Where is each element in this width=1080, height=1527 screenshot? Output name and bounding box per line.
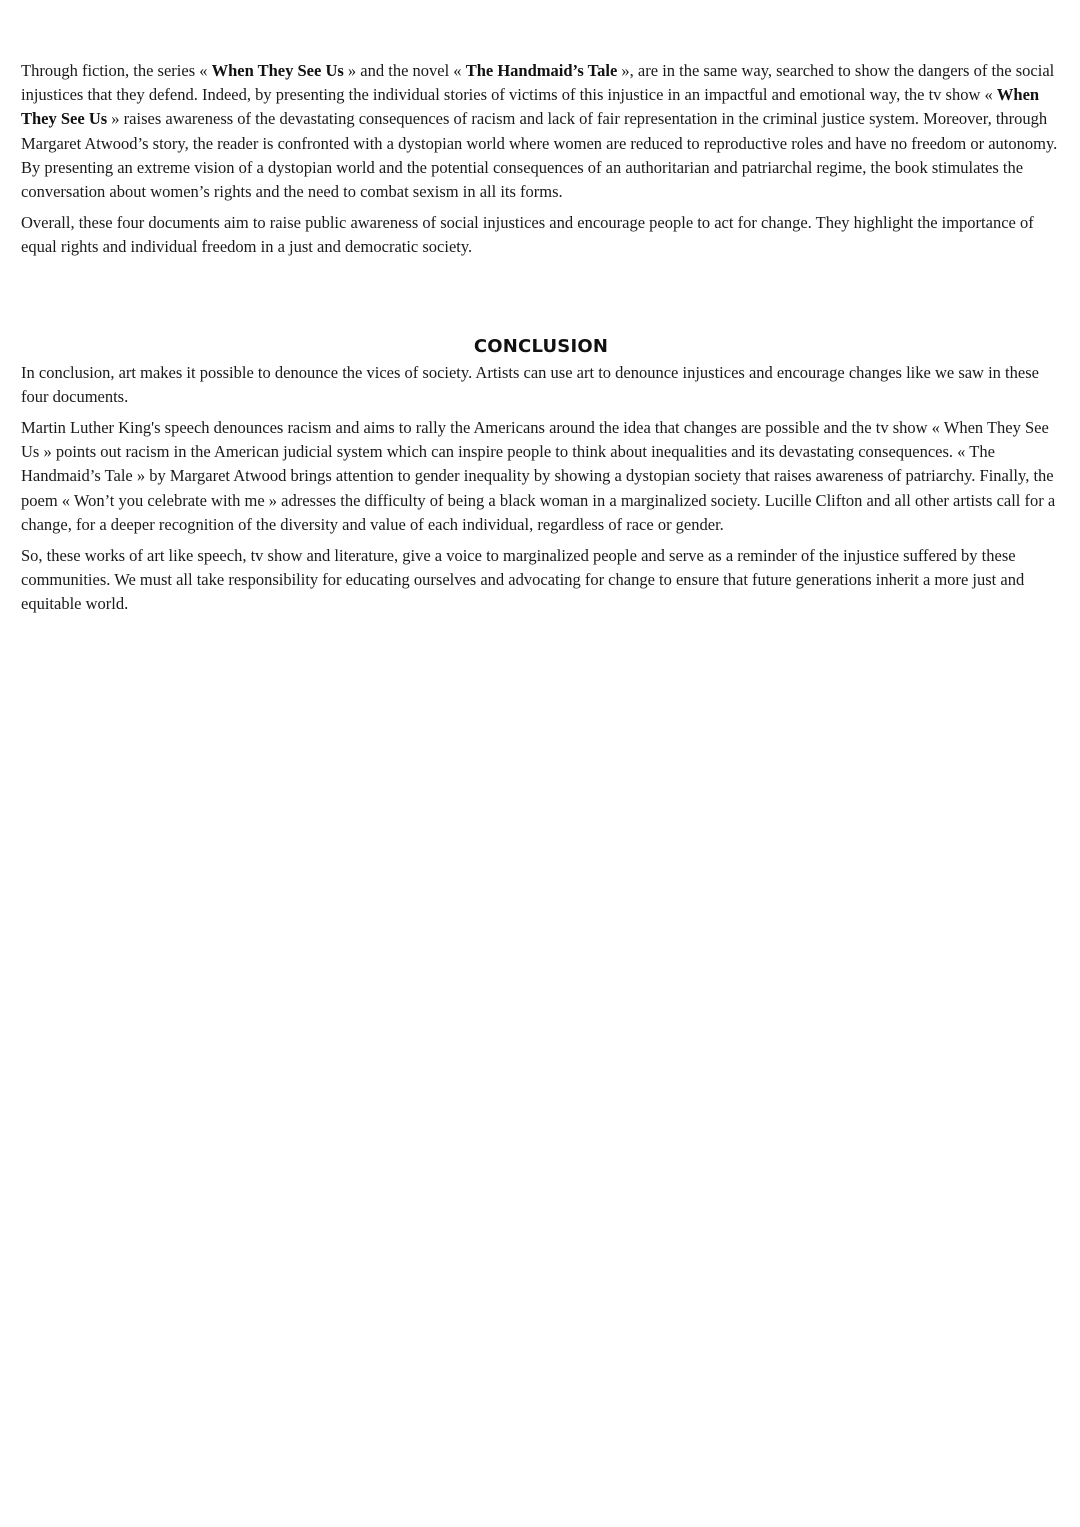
document-page [21,59,1061,624]
title-when-they-see-us: When They See Us [211,61,344,80]
title-when-they-see-us: When They See Us [21,85,1040,129]
paragraph-conclusion-final: So, these works of art like speech, tv show and literature, give a voice to marginalized people and serve as a reminder of the injustice suffered by these communities. We must all take responsibility for educating ourselves and advocating for change to ensure that future generations inherit a more just and equitable world. [21,546,1025,614]
text-segment: » raises awareness of the devastating consequences of racism and lack of fair representation in the criminal justice system. Moreover, through Margaret Atwood’s story, the reader is confronted with a dystopian world where women are reduced to reproductive roles and have no freedom or autonomy. By presenting an extreme vision of a dystopian world and the potential consequences of an authoritarian and patriarchal regime, the book stimulates the conversation about women’s rights and the need to combat sexism in all its forms. [21,109,1058,202]
paragraph-overall: Overall, these four documents aim to raise public awareness of social injustices and encourage people to act for change. They highlight the importance of equal rights and individual freedom in a just and democratic society. [21,213,1034,257]
text-segment: Through fiction, the series « [21,61,212,80]
paragraph-fiction-analysis [21,59,1061,204]
conclusion-heading: CONCLUSION [473,335,609,357]
text-segment: », are in the same way, searched to show the dangers of the social injustices that they defend. Indeed, by presenting the individual stories of victims of this injustice in an impactful and emotional way, the tv show « [21,61,1055,105]
paragraph-conclusion-works: Martin Luther King's speech denounces racism and aims to rally the Americans around the idea that changes are possible and the tv show « When They See Us » points out racism in the American judicial system which can inspire people to think about inequalities and its devastating consequences. « The Handmaid’s Tale » by Margaret Atwood brings attention to gender inequality by showing a dystopian society that raises awareness of patriarchy. Finally, the poem « Won’t you celebrate with me » adresses the difficulty of being a black woman in a marginalized society. Lucille Clifton and all other artists call for a change, for a deeper recognition of the diversity and value of each individual, regardless of race or gender. [21,418,1056,534]
text-segment: » and the novel « [343,61,466,80]
title-handmaids-tale: The Handmaid’s Tale [465,61,618,80]
paragraph-conclusion-intro: In conclusion, art makes it possible to denounce the vices of society. Artists can use art to denounce injustices and encourage changes like we saw in these four documents. [21,362,1039,406]
